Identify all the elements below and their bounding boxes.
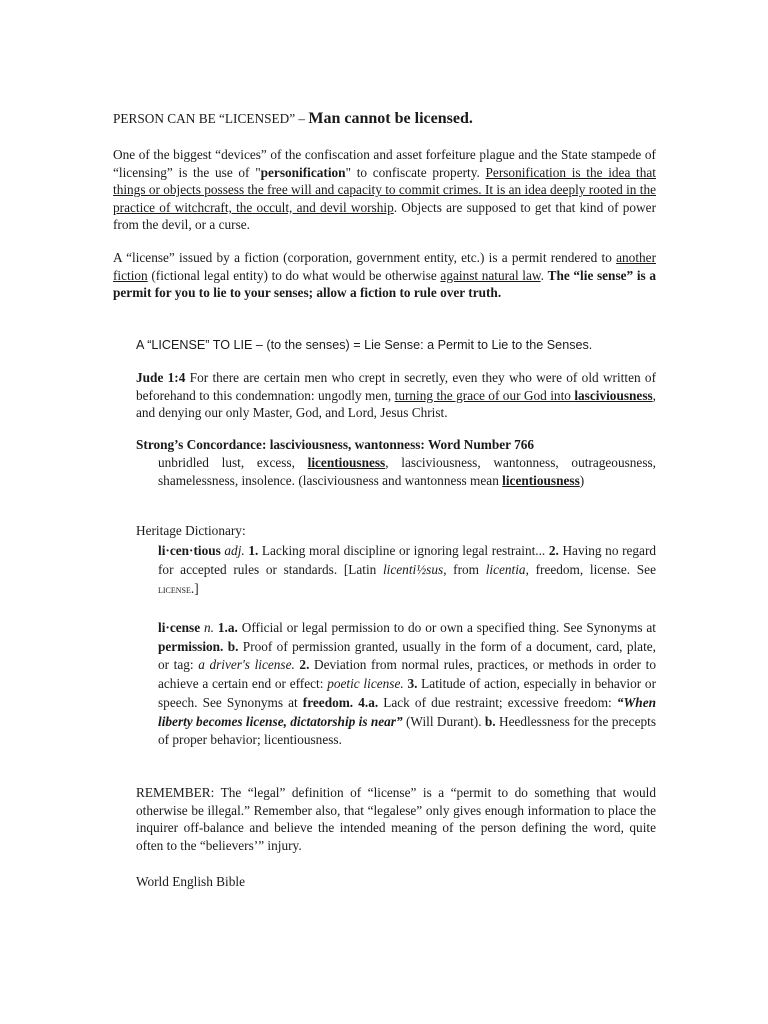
underlined-definition: Personification is the idea that things or objects possess the free will and capacity to commit crimes. It is an idea deeply rooted in the practice of witchcraft, the occult, and devil worship <box>113 164 656 215</box>
sense-number: 2. <box>548 543 559 558</box>
heritage-heading: Heritage Dictionary: <box>136 523 246 538</box>
world-english-bible-label: World English Bible <box>136 874 245 889</box>
cross-reference: permission. <box>158 638 224 654</box>
text-span: , lasciviousness, wantonness, outrageousness, shamelessness, insolence. (lasciviousness and wantonness mean <box>158 455 656 488</box>
cross-reference: freedom. <box>302 694 354 710</box>
entry-licentious <box>158 541 656 599</box>
title-part-1: PERSON CAN BE “LICENSED” – <box>113 111 309 126</box>
text-span: " <box>255 164 261 180</box>
text-span: unbridled lust, excess, <box>158 455 308 470</box>
text-span: One of the biggest “devices” of the confiscation and asset forfeiture plague and the State stampede of “licensing” is the use of <box>113 147 656 180</box>
remember-paragraph: REMEMBER: The “legal” definition of “license” is a “permit to do something that would otherwise be illegal.” Remember also, that “legalese” only gives enough information to place the inquirer off-balance and believe the intended meaning of the person defining the word, quite often to the “believers’” injury. <box>136 785 656 853</box>
text-span: Official or legal permission to do or own a specified thing. See Synonyms at <box>237 620 657 635</box>
sense-number: 2. <box>294 657 310 673</box>
entry-word: li·cense <box>158 620 201 635</box>
sense-number: 3. <box>403 676 418 692</box>
paragraph-license-fiction <box>113 249 656 302</box>
title-part-2: Man cannot be licensed. <box>308 110 473 127</box>
text-span: " to confiscate property. <box>345 164 486 180</box>
sense-number: 1.a. <box>214 620 238 635</box>
text-span: (fictional legal entity) to do what would be otherwise <box>147 267 441 283</box>
page-title <box>113 110 656 128</box>
quotation: “When liberty becomes license, dictatorship is near” <box>158 694 656 729</box>
bold-underlined-word: licentiousness <box>502 472 580 488</box>
text-span: ) <box>579 472 585 488</box>
cross-reference: license <box>158 582 191 596</box>
license-to-lie-line: A “LICENSE” TO LIE – (to the senses) = Lie Sense: a Permit to Lie to the Senses. <box>136 338 593 352</box>
underlined-phrase: against natural law <box>440 267 541 283</box>
jude-verse <box>136 369 656 422</box>
sense-number: 1. <box>244 543 259 558</box>
text-span: Lacking moral discipline or ignoring legal restraint... <box>258 543 549 558</box>
part-of-speech: adj. <box>220 543 245 558</box>
text-span: Latitude of action, especially in behavior or speech. See Synonyms at <box>158 676 656 710</box>
entry-license <box>158 619 656 750</box>
latin-word: licentia <box>485 562 526 577</box>
paragraph-personification <box>113 146 656 234</box>
text-span: , freedom, license. See <box>525 562 656 577</box>
text-span: Having no regard for accepted rules or standards. [Latin <box>158 543 657 577</box>
text-span: For there are certain men who crept in secretly, even they who were of old written of beforehand to this condemnation: ungodly men, <box>136 370 657 403</box>
text-span: Lack of due restraint; excessive freedom: <box>378 694 617 710</box>
sense-number: b. <box>223 638 239 654</box>
text-span: . Objects are supposed to get that kind of power from the devil, or a curse. <box>113 199 656 233</box>
text-span: , from <box>443 562 486 577</box>
text-span: .] <box>190 581 199 596</box>
text-span: . <box>540 267 548 283</box>
underlined-phrase: turning the grace of our God into <box>394 387 575 403</box>
entry-word: li·cen·tious <box>158 543 221 558</box>
text-span: , and denying our only Master, God, and Lord, Jesus Christ. <box>136 387 656 421</box>
underlined-phrase: another fiction <box>113 250 656 283</box>
text-span: Heedlessness for the precepts of proper behavior; licentiousness. <box>158 713 656 748</box>
latin-word: licenti½sus <box>382 562 444 577</box>
strongs-definition <box>158 454 656 489</box>
text-span: (Will Durant). <box>402 713 485 729</box>
bold-statement: The “lie sense” is a permit for you to lie to your senses; allow a fiction to rule over truth. <box>113 267 656 301</box>
text-span: Proof of permission granted, usually in the form of a document, card, plate, or tag: <box>158 638 656 673</box>
strongs-heading: Strong’s Concordance: lasciviousness, wantonness: Word Number 766 <box>136 437 535 452</box>
text-span: A “license” issued by a fiction (corporation, government entity, etc.) is a permit rendered to <box>113 250 617 265</box>
term-personification: personification <box>260 164 346 180</box>
verse-reference: Jude 1:4 <box>136 370 186 385</box>
part-of-speech: n. <box>200 620 214 635</box>
sense-number: b. <box>484 713 496 729</box>
bold-underlined-word: licentiousness <box>307 455 386 470</box>
sense-number: 4.a. <box>353 694 379 710</box>
example-phrase: a driver's license. <box>198 657 295 673</box>
example-phrase: poetic license. <box>327 676 404 692</box>
bold-underlined-word: lasciviousness <box>574 387 653 403</box>
text-span: Deviation from normal rules, practices, or methods in order to achieve a certain end or effect: <box>158 657 656 692</box>
